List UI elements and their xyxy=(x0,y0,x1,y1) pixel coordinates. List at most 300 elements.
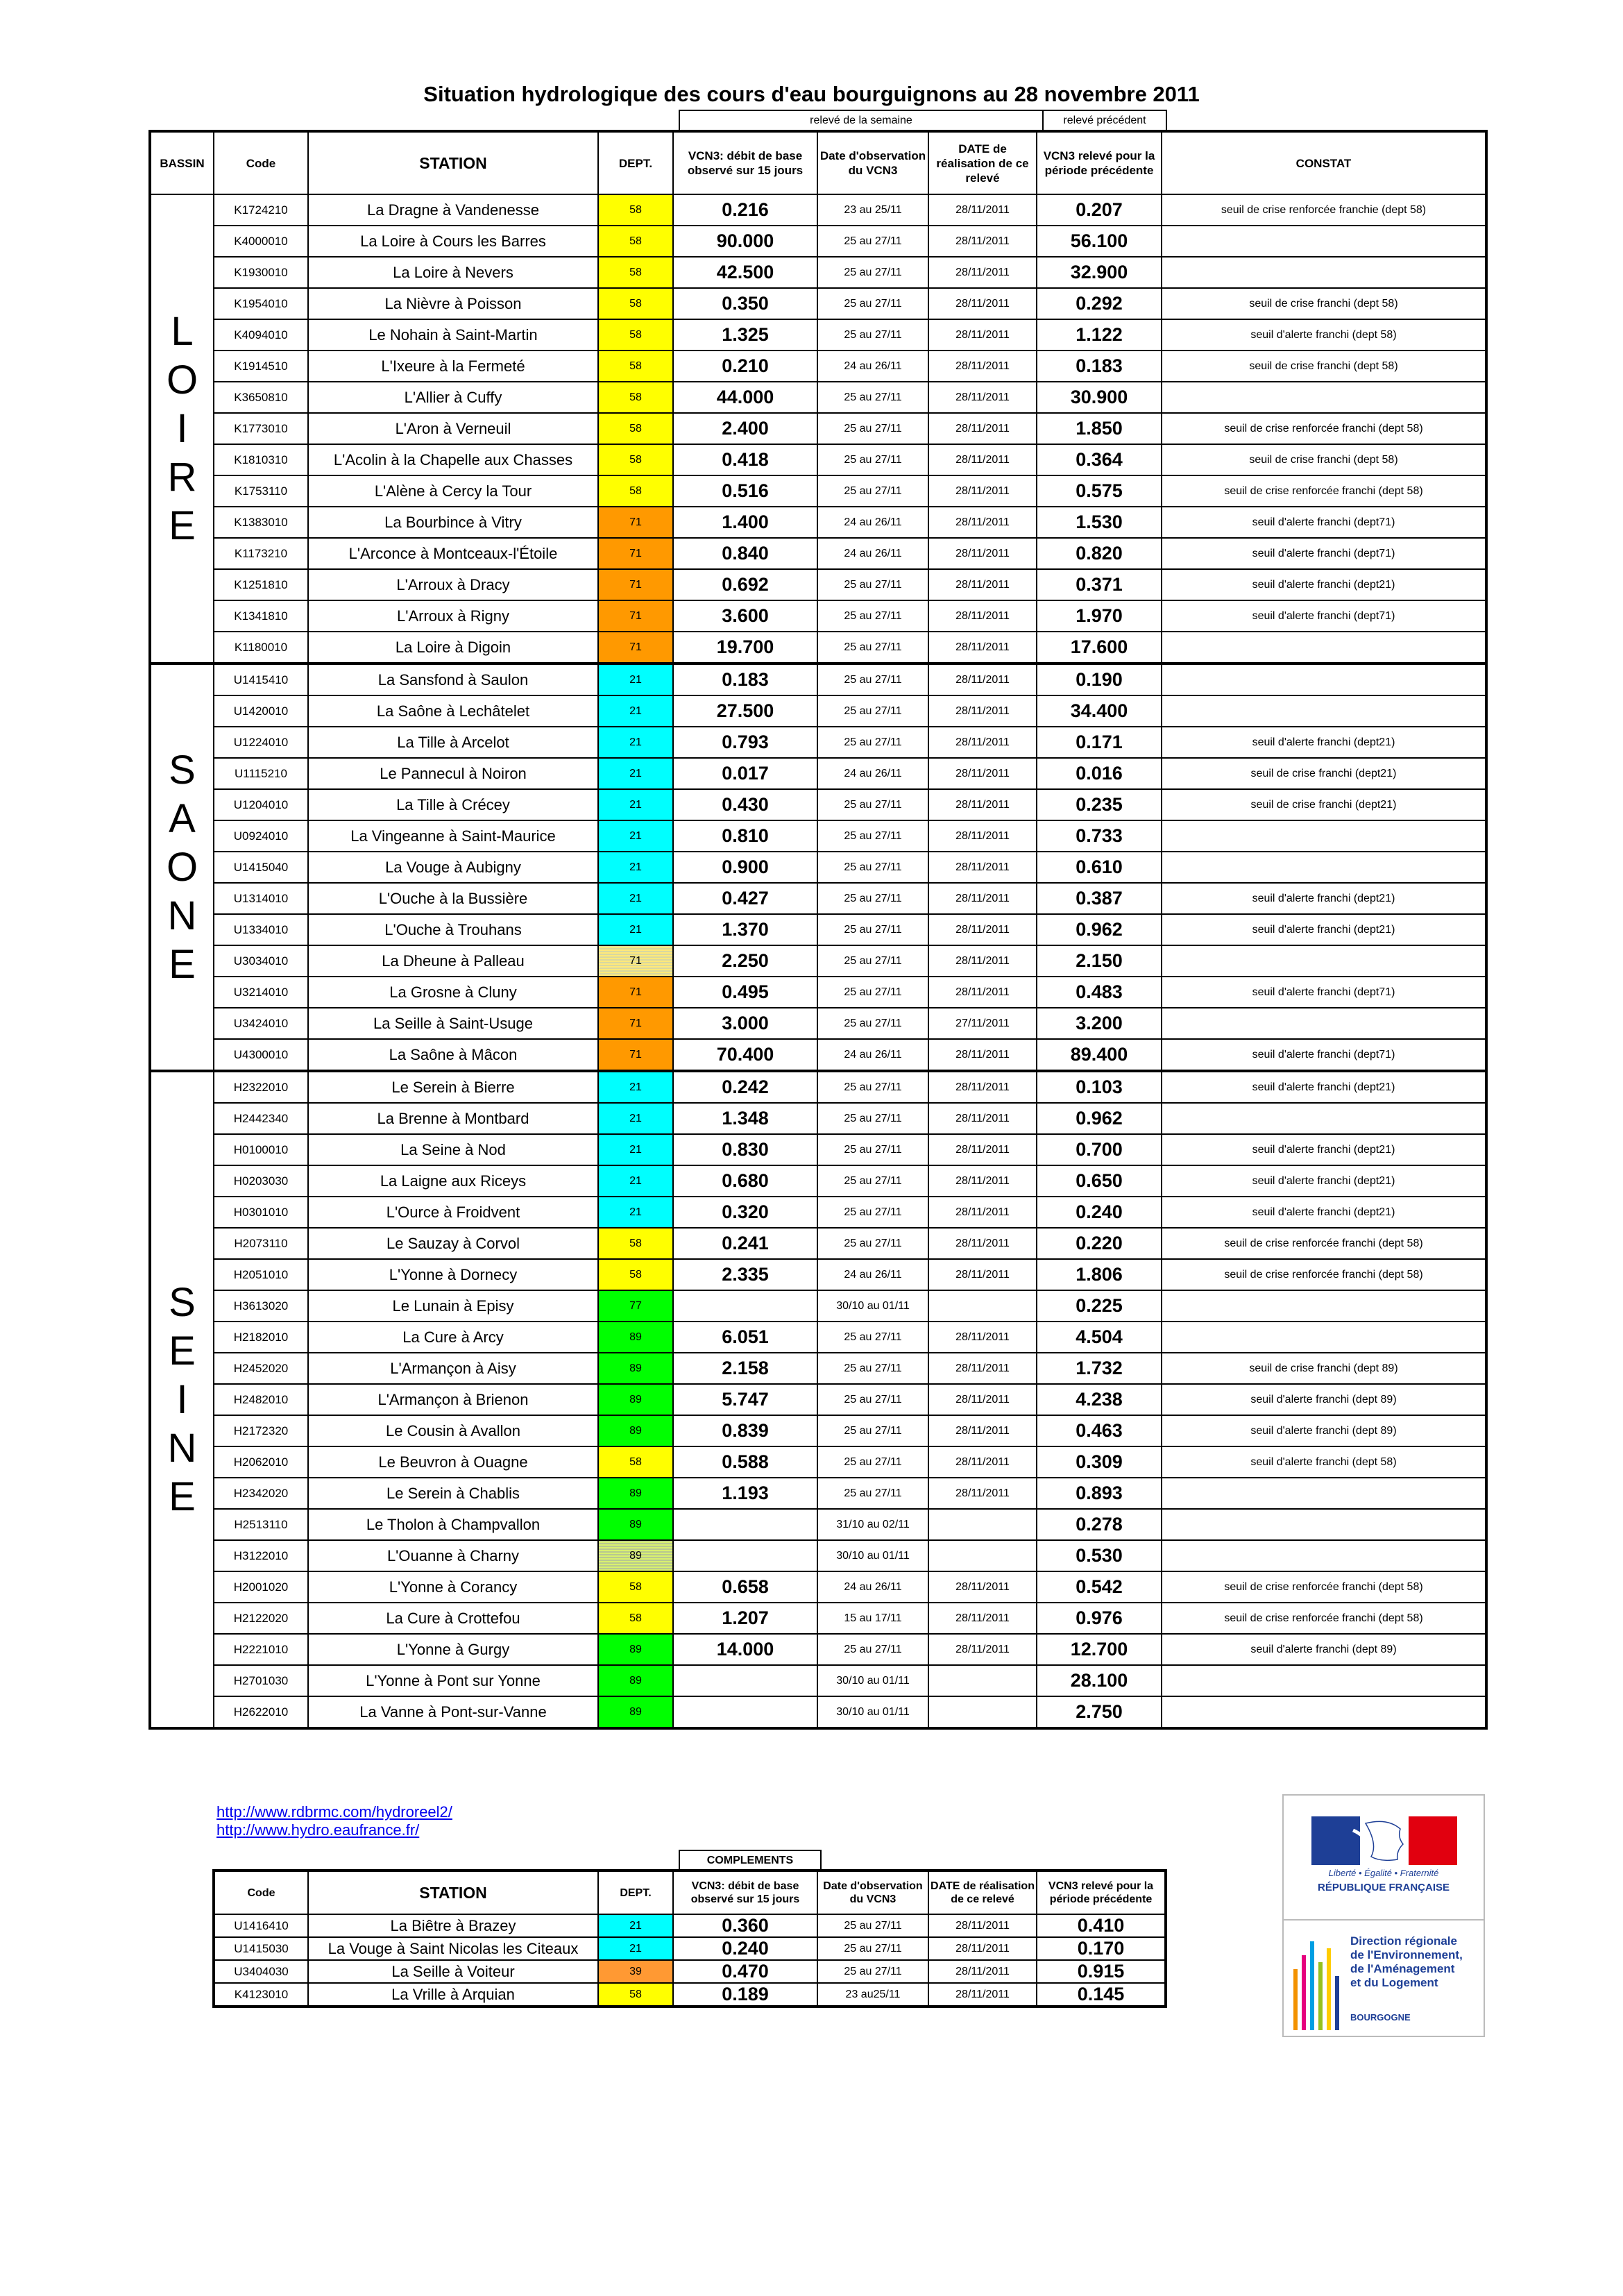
col-date-real: DATE de réalisation de ce relevé xyxy=(928,131,1037,194)
dept-badge: 89 xyxy=(598,1634,673,1665)
date-realisation: 28/11/2011 xyxy=(928,1937,1037,1960)
table-header-row xyxy=(150,131,1486,194)
station-code: H0301010 xyxy=(214,1197,308,1228)
station-code: H2073110 xyxy=(214,1228,308,1259)
dept-badge: 71 xyxy=(598,507,673,538)
date-realisation xyxy=(928,1540,1037,1571)
date-realisation: 28/11/2011 xyxy=(928,1103,1037,1134)
date-observation: 25 au 27/11 xyxy=(817,1197,928,1228)
table-row xyxy=(150,382,1486,413)
date-observation: 25 au 27/11 xyxy=(817,820,928,852)
station-name: L'Armançon à Brienon xyxy=(308,1384,598,1415)
date-observation: 30/10 au 01/11 xyxy=(817,1696,928,1728)
constat-text xyxy=(1162,852,1486,883)
date-observation: 25 au 27/11 xyxy=(817,1384,928,1415)
dept-badge: 58 xyxy=(598,1983,673,2007)
table-row xyxy=(150,883,1486,914)
station-name: La Cure à Crottefou xyxy=(308,1603,598,1634)
date-realisation: 28/11/2011 xyxy=(928,1603,1037,1634)
date-realisation: 28/11/2011 xyxy=(928,695,1037,727)
dept-badge: 58 xyxy=(598,351,673,382)
comp-col-date-real: DATE de réalisation de ce relevé xyxy=(928,1871,1037,1914)
col-date-obs: Date d'observation du VCN3 xyxy=(817,131,928,194)
station-name: L'Ouche à Trouhans xyxy=(308,914,598,945)
station-code: U1224010 xyxy=(214,727,308,758)
table-row xyxy=(150,1446,1486,1478)
complements-header-row xyxy=(214,1871,1166,1914)
constat-text xyxy=(1162,226,1486,257)
table-row xyxy=(150,1665,1486,1696)
table-row xyxy=(150,1478,1486,1509)
date-observation: 25 au 27/11 xyxy=(817,1960,928,1983)
dept-badge: 71 xyxy=(598,1039,673,1071)
table-row xyxy=(150,1384,1486,1415)
station-name: Le Cousin à Avallon xyxy=(308,1415,598,1446)
constat-text: seuil de crise renforcée franchi (dept 58) xyxy=(1162,413,1486,444)
date-realisation: 28/11/2011 xyxy=(928,632,1037,664)
station-code: K1914510 xyxy=(214,351,308,382)
station-name: La Seine à Nod xyxy=(308,1134,598,1165)
vcn3-previous: 12.700 xyxy=(1037,1634,1162,1665)
vcn3-previous: 0.962 xyxy=(1037,914,1162,945)
table-row xyxy=(150,727,1486,758)
vcn3-previous: 32.900 xyxy=(1037,257,1162,288)
station-name: Le Sauzay à Corvol xyxy=(308,1228,598,1259)
station-name: L'Ource à Froidvent xyxy=(308,1197,598,1228)
dept-badge: 58 xyxy=(598,257,673,288)
date-observation: 25 au 27/11 xyxy=(817,1134,928,1165)
table-row xyxy=(150,351,1486,382)
constat-text: seuil de crise franchi (dept 89) xyxy=(1162,1353,1486,1384)
station-code: U1415040 xyxy=(214,852,308,883)
station-name: La Cure à Arcy xyxy=(308,1322,598,1353)
constat-text: seuil d'alerte franchi (dept 58) xyxy=(1162,1446,1486,1478)
table-row xyxy=(150,226,1486,257)
vcn3-value: 0.588 xyxy=(673,1446,817,1478)
vcn3-value: 3.600 xyxy=(673,600,817,632)
date-observation: 25 au 27/11 xyxy=(817,1103,928,1134)
vcn3-value: 0.183 xyxy=(673,664,817,695)
table-row xyxy=(150,1103,1486,1134)
station-name: L'Arroux à Rigny xyxy=(308,600,598,632)
date-observation: 25 au 27/11 xyxy=(817,1914,928,1937)
col-vcn3-prev: VCN3 relevé pour la période précédente xyxy=(1037,131,1162,194)
date-realisation xyxy=(928,1696,1037,1728)
bassin-label xyxy=(150,1071,214,1728)
vcn3-previous: 0.371 xyxy=(1037,569,1162,600)
vcn3-value: 0.017 xyxy=(673,758,817,789)
constat-text xyxy=(1162,664,1486,695)
dept-badge: 21 xyxy=(598,914,673,945)
vcn3-previous: 0.820 xyxy=(1037,538,1162,569)
date-observation: 25 au 27/11 xyxy=(817,1478,928,1509)
constat-text: seuil de crise franchi (dept 58) xyxy=(1162,351,1486,382)
logo-republique: RÉPUBLIQUE FRANÇAISE xyxy=(1317,1882,1450,1893)
bassin-vertical-text: S E I N E xyxy=(167,1279,197,1519)
date-observation: 25 au 27/11 xyxy=(817,852,928,883)
vcn3-value: 0.495 xyxy=(673,977,817,1008)
vcn3-previous: 1.806 xyxy=(1037,1259,1162,1290)
constat-text: seuil de crise renforcée franchi (dept 58) xyxy=(1162,475,1486,507)
station-name: L'Ixeure à la Fermeté xyxy=(308,351,598,382)
vcn3-previous: 0.962 xyxy=(1037,1103,1162,1134)
date-observation: 25 au 27/11 xyxy=(817,226,928,257)
date-realisation: 28/11/2011 xyxy=(928,351,1037,382)
vcn3-previous: 0.387 xyxy=(1037,883,1162,914)
station-code: K1180010 xyxy=(214,632,308,664)
date-observation: 25 au 27/11 xyxy=(817,1165,928,1197)
date-realisation: 28/11/2011 xyxy=(928,914,1037,945)
station-code: H2001020 xyxy=(214,1571,308,1603)
link-hydro-eaufrance[interactable]: http://www.hydro.eaufrance.fr/ xyxy=(216,1821,420,1839)
date-realisation: 28/11/2011 xyxy=(928,288,1037,319)
station-code: U1314010 xyxy=(214,883,308,914)
constat-text: seuil d'alerte franchi (dept 89) xyxy=(1162,1634,1486,1665)
vcn3-previous: 0.292 xyxy=(1037,288,1162,319)
dept-badge: 21 xyxy=(598,789,673,820)
date-realisation: 28/11/2011 xyxy=(928,413,1037,444)
vcn3-value: 42.500 xyxy=(673,257,817,288)
station-code: K1954010 xyxy=(214,288,308,319)
station-code: H0100010 xyxy=(214,1134,308,1165)
vcn3-value xyxy=(673,1509,817,1540)
constat-text: seuil d'alerte franchi (dept21) xyxy=(1162,727,1486,758)
station-code: U1416410 xyxy=(214,1914,308,1937)
date-realisation: 28/11/2011 xyxy=(928,226,1037,257)
station-name: La Nièvre à Poisson xyxy=(308,288,598,319)
col-constat: CONSTAT xyxy=(1162,131,1486,194)
col-station: STATION xyxy=(308,131,598,194)
station-code: U3404030 xyxy=(214,1960,308,1983)
vcn3-value: 0.320 xyxy=(673,1197,817,1228)
station-name: L'Allier à Cuffy xyxy=(308,382,598,413)
link-rdbrmc[interactable]: http://www.rdbrmc.com/hydroreel2/ xyxy=(216,1803,452,1821)
vcn3-value xyxy=(673,1290,817,1322)
vcn3-value: 0.427 xyxy=(673,883,817,914)
dept-badge: 39 xyxy=(598,1960,673,1983)
dept-badge: 21 xyxy=(598,1197,673,1228)
date-observation: 25 au 27/11 xyxy=(817,1446,928,1478)
constat-text: seuil de crise renforcée franchie (dept 58) xyxy=(1162,194,1486,226)
vcn3-previous: 17.600 xyxy=(1037,632,1162,664)
vcn3-value: 0.350 xyxy=(673,288,817,319)
dept-badge: 89 xyxy=(598,1415,673,1446)
station-code: K1251810 xyxy=(214,569,308,600)
station-code: K4094010 xyxy=(214,319,308,351)
station-name: L'Acolin à la Chapelle aux Chasses xyxy=(308,444,598,475)
date-observation: 24 au 26/11 xyxy=(817,758,928,789)
station-code: K4000010 xyxy=(214,226,308,257)
tricolor-flag-icon xyxy=(1311,1816,1457,1865)
constat-text xyxy=(1162,1696,1486,1728)
header-releve-precedent: relevé précédent xyxy=(1042,110,1167,130)
dept-badge: 58 xyxy=(598,382,673,413)
dept-badge: 89 xyxy=(598,1353,673,1384)
station-name: La Vouge à Saint Nicolas les Citeaux xyxy=(308,1937,598,1960)
station-code: U3034010 xyxy=(214,945,308,977)
vcn3-value: 1.193 xyxy=(673,1478,817,1509)
table-row xyxy=(150,664,1486,695)
date-observation: 24 au 26/11 xyxy=(817,538,928,569)
station-code: K1810310 xyxy=(214,444,308,475)
dept-badge: 71 xyxy=(598,945,673,977)
date-realisation: 28/11/2011 xyxy=(928,1165,1037,1197)
vcn3-previous: 0.278 xyxy=(1037,1509,1162,1540)
station-code: U1115210 xyxy=(214,758,308,789)
comp-col-code: Code xyxy=(214,1871,308,1914)
date-observation: 24 au 26/11 xyxy=(817,507,928,538)
bassin-label xyxy=(150,194,214,664)
vcn3-previous: 89.400 xyxy=(1037,1039,1162,1071)
comp-col-dept: DEPT. xyxy=(598,1871,673,1914)
date-observation: 30/10 au 01/11 xyxy=(817,1665,928,1696)
dept-badge: 21 xyxy=(598,820,673,852)
date-realisation: 28/11/2011 xyxy=(928,1914,1037,1937)
vcn3-value: 0.810 xyxy=(673,820,817,852)
station-name: L'Yonne à Gurgy xyxy=(308,1634,598,1665)
constat-text xyxy=(1162,632,1486,664)
vcn3-value: 2.250 xyxy=(673,945,817,977)
table-row xyxy=(150,820,1486,852)
station-code: H2442340 xyxy=(214,1103,308,1134)
dreal-name: Direction régionale de l'Environnement, de l'Aménagement et du Logement xyxy=(1350,1934,1463,1989)
vcn3-previous: 0.235 xyxy=(1037,789,1162,820)
vcn3-value: 0.692 xyxy=(673,569,817,600)
comp-col-date-obs: Date d'observation du VCN3 xyxy=(817,1871,928,1914)
table-row xyxy=(150,977,1486,1008)
vcn3-previous: 0.610 xyxy=(1037,852,1162,883)
constat-text: seuil d'alerte franchi (dept71) xyxy=(1162,507,1486,538)
constat-text: seuil de crise renforcée franchi (dept 58) xyxy=(1162,1228,1486,1259)
table-row xyxy=(150,695,1486,727)
constat-text xyxy=(1162,1478,1486,1509)
station-code: H2452020 xyxy=(214,1353,308,1384)
constat-text: seuil d'alerte franchi (dept 58) xyxy=(1162,319,1486,351)
vcn3-previous: 1.970 xyxy=(1037,600,1162,632)
station-code: H2221010 xyxy=(214,1634,308,1665)
station-code: K1341810 xyxy=(214,600,308,632)
station-name: La Loire à Digoin xyxy=(308,632,598,664)
date-observation: 25 au 27/11 xyxy=(817,1071,928,1103)
date-realisation: 28/11/2011 xyxy=(928,569,1037,600)
date-realisation: 28/11/2011 xyxy=(928,945,1037,977)
station-code: K1753110 xyxy=(214,475,308,507)
constat-text: seuil d'alerte franchi (dept21) xyxy=(1162,569,1486,600)
station-code: K3650810 xyxy=(214,382,308,413)
comp-col-station: STATION xyxy=(308,1871,598,1914)
constat-text: seuil de crise franchi (dept21) xyxy=(1162,789,1486,820)
vcn3-previous: 0.733 xyxy=(1037,820,1162,852)
station-code: H2322010 xyxy=(214,1071,308,1103)
date-observation: 25 au 27/11 xyxy=(817,789,928,820)
dreal-bar-icon xyxy=(1302,1955,1306,2030)
constat-text xyxy=(1162,382,1486,413)
dept-badge: 89 xyxy=(598,1509,673,1540)
table-row xyxy=(150,1696,1486,1728)
page-title: Situation hydrologique des cours d'eau bourguignons au 28 novembre 2011 xyxy=(423,82,1200,106)
date-realisation: 28/11/2011 xyxy=(928,1353,1037,1384)
date-observation: 25 au 27/11 xyxy=(817,695,928,727)
constat-text xyxy=(1162,1008,1486,1039)
complement-row xyxy=(214,1983,1166,2007)
vcn3-value: 0.830 xyxy=(673,1134,817,1165)
station-code: H2701030 xyxy=(214,1665,308,1696)
station-code: U0924010 xyxy=(214,820,308,852)
date-observation: 25 au 27/11 xyxy=(817,382,928,413)
station-code: H2182010 xyxy=(214,1322,308,1353)
table-row xyxy=(150,1259,1486,1290)
station-name: La Loire à Nevers xyxy=(308,257,598,288)
dept-badge: 21 xyxy=(598,1103,673,1134)
date-realisation: 28/11/2011 xyxy=(928,319,1037,351)
station-code: K1173210 xyxy=(214,538,308,569)
dept-badge: 58 xyxy=(598,1603,673,1634)
constat-text xyxy=(1162,945,1486,977)
constat-text xyxy=(1162,1540,1486,1571)
station-name: La Tille à Arcelot xyxy=(308,727,598,758)
date-realisation: 28/11/2011 xyxy=(928,789,1037,820)
date-realisation: 28/11/2011 xyxy=(928,664,1037,695)
station-name: La Seille à Saint-Usuge xyxy=(308,1008,598,1039)
date-observation: 25 au 27/11 xyxy=(817,1008,928,1039)
date-realisation: 28/11/2011 xyxy=(928,883,1037,914)
vcn3-value: 0.470 xyxy=(673,1960,817,1983)
vcn3-value: 1.400 xyxy=(673,507,817,538)
date-observation: 25 au 27/11 xyxy=(817,413,928,444)
table-row xyxy=(150,1634,1486,1665)
vcn3-value: 0.242 xyxy=(673,1071,817,1103)
station-code: U1334010 xyxy=(214,914,308,945)
dept-badge: 71 xyxy=(598,538,673,569)
table-row xyxy=(150,507,1486,538)
station-name: Le Nohain à Saint-Martin xyxy=(308,319,598,351)
table-row xyxy=(150,1008,1486,1039)
complement-row xyxy=(214,1960,1166,1983)
station-name: La Vingeanne à Saint-Maurice xyxy=(308,820,598,852)
station-name: L'Alène à Cercy la Tour xyxy=(308,475,598,507)
vcn3-previous: 3.200 xyxy=(1037,1008,1162,1039)
vcn3-value: 0.240 xyxy=(673,1937,817,1960)
station-code: H2622010 xyxy=(214,1696,308,1728)
table-row xyxy=(150,1197,1486,1228)
station-code: H2482010 xyxy=(214,1384,308,1415)
dept-badge: 89 xyxy=(598,1384,673,1415)
vcn3-value: 44.000 xyxy=(673,382,817,413)
vcn3-previous: 1.850 xyxy=(1037,413,1162,444)
date-realisation: 28/11/2011 xyxy=(928,194,1037,226)
date-observation: 25 au 27/11 xyxy=(817,444,928,475)
dept-badge: 71 xyxy=(598,1008,673,1039)
station-name: Le Pannecul à Noiron xyxy=(308,758,598,789)
complements-table xyxy=(212,1869,1167,2008)
vcn3-previous: 0.145 xyxy=(1037,1983,1166,2007)
station-name: L'Ouanne à Charny xyxy=(308,1540,598,1571)
date-observation: 25 au 27/11 xyxy=(817,727,928,758)
station-name: La Loire à Cours les Barres xyxy=(308,226,598,257)
vcn3-value: 0.216 xyxy=(673,194,817,226)
dept-badge: 58 xyxy=(598,1228,673,1259)
date-realisation: 28/11/2011 xyxy=(928,1415,1037,1446)
vcn3-value: 0.900 xyxy=(673,852,817,883)
vcn3-value: 2.158 xyxy=(673,1353,817,1384)
date-observation: 25 au 27/11 xyxy=(817,945,928,977)
constat-text: seuil de crise franchi (dept 58) xyxy=(1162,288,1486,319)
dept-badge: 58 xyxy=(598,288,673,319)
vcn3-value: 14.000 xyxy=(673,1634,817,1665)
vcn3-value: 2.335 xyxy=(673,1259,817,1290)
date-realisation xyxy=(928,1509,1037,1540)
vcn3-value: 2.400 xyxy=(673,413,817,444)
table-row xyxy=(150,1290,1486,1322)
vcn3-previous: 4.238 xyxy=(1037,1384,1162,1415)
station-name: L'Ouche à la Bussière xyxy=(308,883,598,914)
vcn3-previous: 0.240 xyxy=(1037,1197,1162,1228)
comp-col-vcn3: VCN3: débit de base observé sur 15 jours xyxy=(673,1871,817,1914)
vcn3-value: 0.839 xyxy=(673,1415,817,1446)
vcn3-previous: 34.400 xyxy=(1037,695,1162,727)
station-code: U4300010 xyxy=(214,1039,308,1071)
vcn3-value: 0.516 xyxy=(673,475,817,507)
dept-badge: 71 xyxy=(598,569,673,600)
date-realisation: 28/11/2011 xyxy=(928,1228,1037,1259)
marianne-logo xyxy=(1284,1796,1484,1921)
date-observation: 25 au 27/11 xyxy=(817,288,928,319)
constat-text: seuil d'alerte franchi (dept71) xyxy=(1162,1039,1486,1071)
vcn3-value: 0.360 xyxy=(673,1914,817,1937)
bassin-label xyxy=(150,664,214,1071)
date-realisation: 28/11/2011 xyxy=(928,1322,1037,1353)
bassin-vertical-text: S A O N E xyxy=(166,747,198,987)
complement-row xyxy=(214,1937,1166,1960)
constat-text xyxy=(1162,1509,1486,1540)
constat-text: seuil de crise franchi (dept21) xyxy=(1162,758,1486,789)
date-observation: 25 au 27/11 xyxy=(817,914,928,945)
station-name: La Vrille à Arquian xyxy=(308,1983,598,2007)
station-name: La Brenne à Montbard xyxy=(308,1103,598,1134)
date-realisation: 28/11/2011 xyxy=(928,1071,1037,1103)
date-observation: 25 au 27/11 xyxy=(817,1353,928,1384)
table-row xyxy=(150,1353,1486,1384)
table-row xyxy=(150,538,1486,569)
vcn3-previous: 0.575 xyxy=(1037,475,1162,507)
constat-text: seuil de crise franchi (dept 58) xyxy=(1162,444,1486,475)
date-observation: 25 au 27/11 xyxy=(817,883,928,914)
constat-text: seuil d'alerte franchi (dept71) xyxy=(1162,538,1486,569)
station-name: Le Lunain à Episy xyxy=(308,1290,598,1322)
vcn3-value: 5.747 xyxy=(673,1384,817,1415)
vcn3-previous: 0.650 xyxy=(1037,1165,1162,1197)
dept-badge: 58 xyxy=(598,475,673,507)
station-name: L'Yonne à Dornecy xyxy=(308,1259,598,1290)
vcn3-previous: 1.732 xyxy=(1037,1353,1162,1384)
vcn3-value: 1.207 xyxy=(673,1603,817,1634)
table-row xyxy=(150,600,1486,632)
table-row xyxy=(150,1540,1486,1571)
dept-badge: 21 xyxy=(598,883,673,914)
date-observation: 31/10 au 02/11 xyxy=(817,1509,928,1540)
constat-text: seuil d'alerte franchi (dept21) xyxy=(1162,1197,1486,1228)
date-realisation: 28/11/2011 xyxy=(928,1259,1037,1290)
station-name: La Saône à Mâcon xyxy=(308,1039,598,1071)
dreal-bar-icon xyxy=(1310,1941,1314,2030)
dept-badge: 77 xyxy=(598,1290,673,1322)
date-realisation: 28/11/2011 xyxy=(928,1039,1037,1071)
dept-badge: 21 xyxy=(598,695,673,727)
station-code: U1415410 xyxy=(214,664,308,695)
dept-badge: 71 xyxy=(598,600,673,632)
vcn3-previous: 0.976 xyxy=(1037,1603,1162,1634)
vcn3-value: 0.418 xyxy=(673,444,817,475)
